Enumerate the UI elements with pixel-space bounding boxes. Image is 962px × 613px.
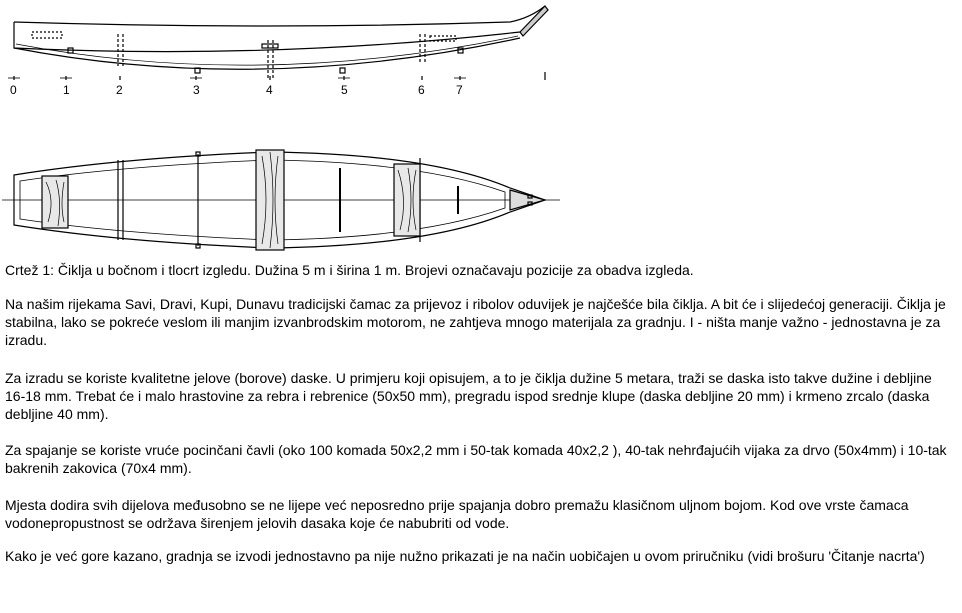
station-label: 2 [116,83,123,97]
paragraph-joining: Mjesta dodira svih dijelova međusobno se ne lijepe već neposredno prije spajanja dobro premažu klasičnom uljnom bojom. Kod ove vrste čamaca vodonepropustnost se održava širenjem jelovih dasaka koje će nabubriti od vode. [5,497,909,531]
station-label: 0 [10,83,17,97]
station-label: 4 [266,83,273,97]
side-view [8,6,548,80]
paragraph-materials: Za izradu se koriste kvalitetne jelove (borove) daske. U primjeru koji opisujem, a to je čiklja dužine 5 metara, traži se daska isto takve dužine i debljine 16-18 mm. Trebat će i malo hrastovine za rebra i rebrenice (50x50 mm), pregradu ispod srednje klupe (daska debljine 20 mm) i krmeno zrcalo (daska debljine 40 mm). [5,370,932,422]
station-label: 7 [456,83,463,97]
boat-drawing [0,0,962,260]
station-label: 3 [193,83,200,97]
station-labels [10,83,463,97]
top-view [2,150,560,250]
paragraph-fasteners: Za spajanje se koriste vruće pocinčani čavli (oko 100 komada 50x2,2 mm i 50-tak komada 40x2,2 ), 40-tak nehrđajućih vijaka za drvo (50x4mm) i 10-tak bakrenih zakovica (70x4 mm). [5,442,947,476]
figure-caption: Crtež 1: Čiklja u bočnom i tlocrt izgledu. Dužina 5 m i širina 1 m. Brojevi označavaju pozicije za obadva izgleda. [5,262,694,278]
paragraph-construction: Kako je već gore kazano, gradnja se izvodi jednostavno pa nije nužno prikazati je na način uobičajen u ovom priručniku (vidi brošuru 'Čitanje nacrta') [5,548,925,564]
paragraph-intro: Na našim rijekama Savi, Dravi, Kupi, Dunavu tradicijski čamac za prijevoz i ribolov oduvijek je najčešće bila čiklja. A bit će i slijedećoj generaciji. Čiklja je stabilna, lako se pokreće veslom ili manjim izvanbrodskim motorom, ne zahtjeva mnogo materijala za gradnju. I - ništa manje važno - jednostavna je za izradu. [5,296,946,348]
station-label: 6 [418,83,425,97]
station-label: 1 [63,83,70,97]
station-label: 5 [341,83,348,97]
